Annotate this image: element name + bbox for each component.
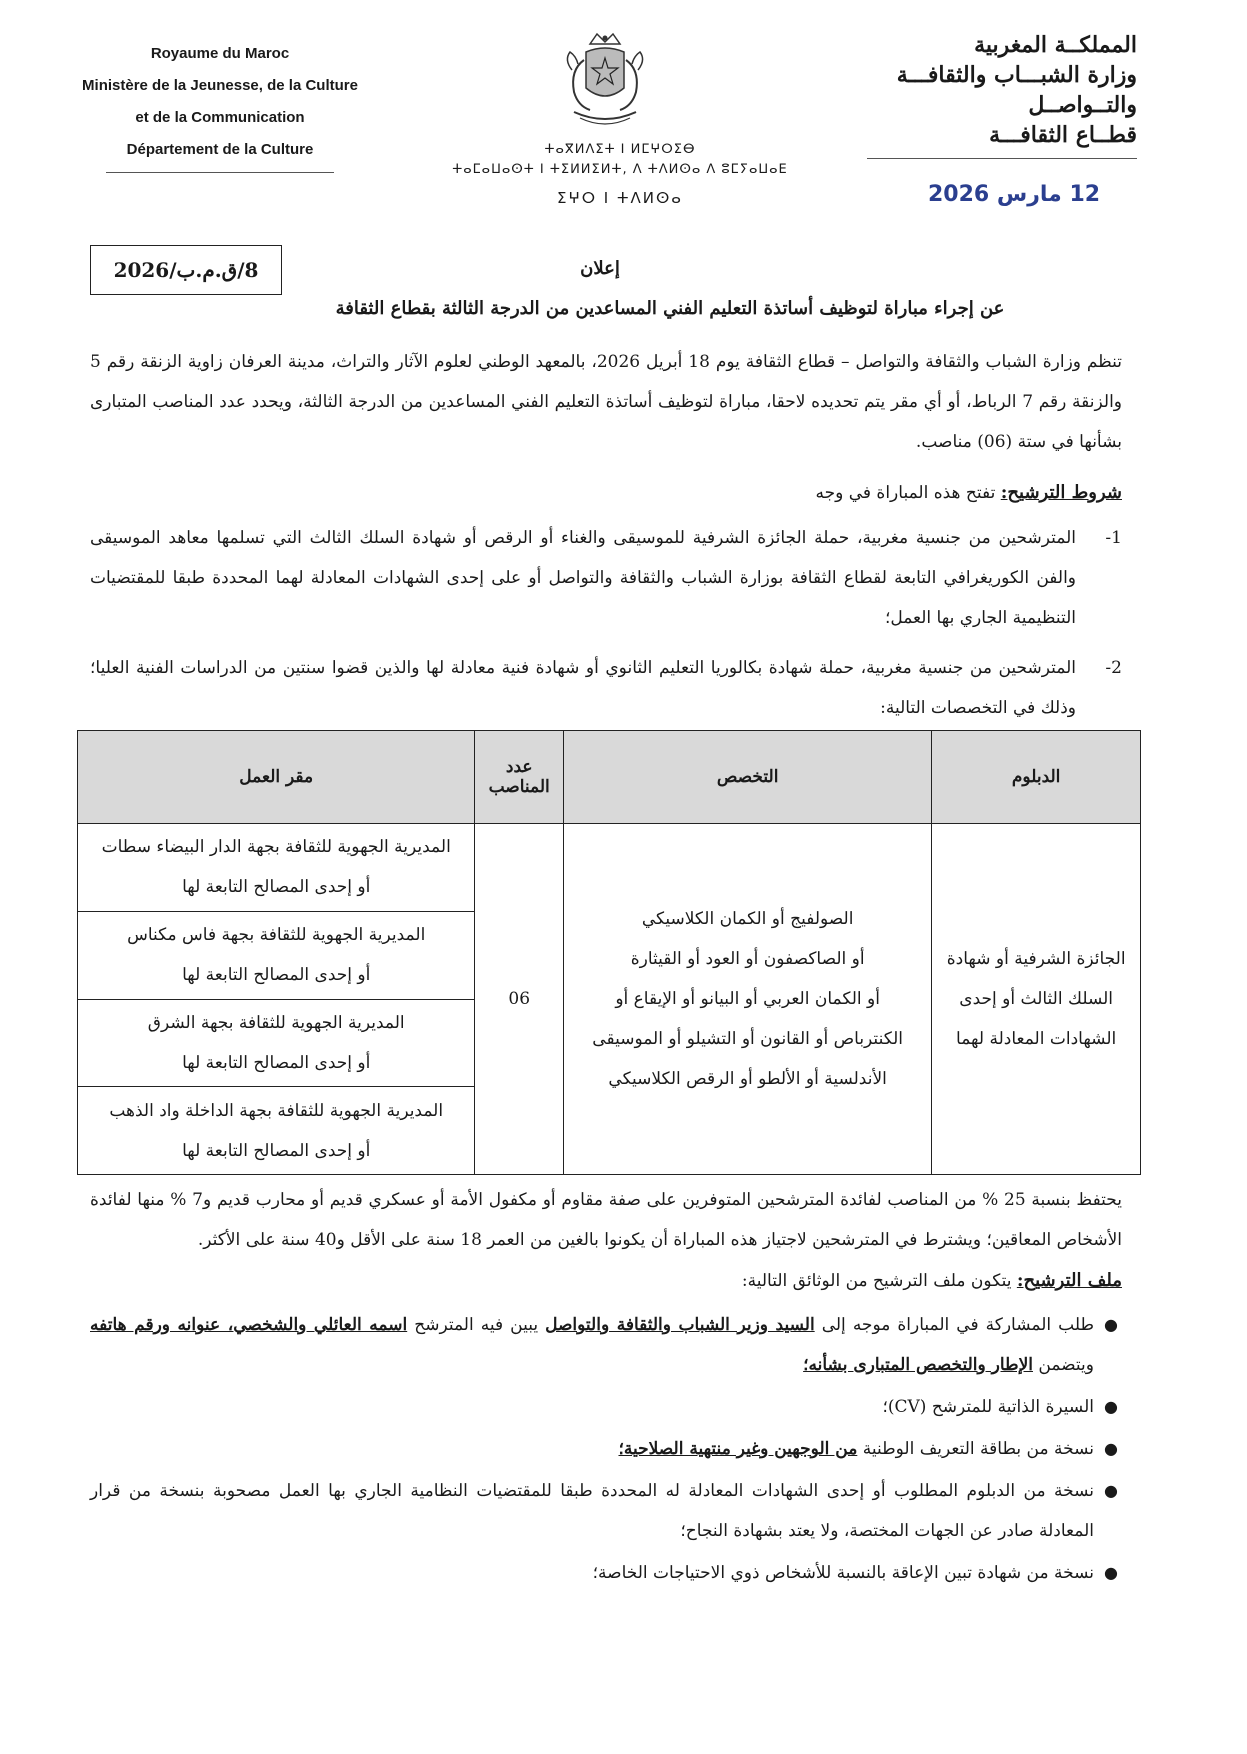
arabic-header bbox=[837, 30, 1137, 159]
doc1-minister: السيد وزير الشباب والثقافة والتواصل bbox=[545, 1315, 815, 1335]
doc1-identity: اسمه العائلي والشخصي، عنوانه ورقم هاتفه bbox=[90, 1315, 408, 1335]
seat-4-line-1: المديرية الجهوية للثقافة بجهة الداخلة واد الذهب bbox=[109, 1100, 444, 1121]
doc1-grade: الإطار والتخصص المتبارى بشأنه؛ bbox=[803, 1355, 1033, 1375]
diploma-line-3: الشهادات المعادلة لهما bbox=[956, 1029, 1117, 1049]
list-item bbox=[90, 1553, 1122, 1593]
seat-2-line-2: أو إحدى المصالح التابعة لها bbox=[182, 965, 371, 986]
doc1-text-e: ويتضمن bbox=[1033, 1355, 1094, 1375]
condition-number-2: 2- bbox=[1105, 658, 1122, 678]
conditions-heading-label: شروط الترشيح: bbox=[1000, 482, 1122, 503]
header-count bbox=[475, 731, 564, 824]
file-heading bbox=[600, 1263, 1122, 1299]
bullet-icon: ● bbox=[1104, 1439, 1118, 1458]
specialty-line-4: الكنترباص أو القانون أو التشيلو أو الموسيقى bbox=[592, 1029, 903, 1049]
conditions-heading bbox=[600, 475, 1122, 511]
diploma-cell bbox=[932, 824, 1141, 1175]
bullet-icon: ● bbox=[1104, 1315, 1118, 1334]
file-heading-label: ملف الترشيح: bbox=[1016, 1270, 1122, 1291]
ar-line-2: وزارة الشبـــاب والثقافـــة bbox=[896, 62, 1137, 88]
fr-line-2: Ministère de la Jeunesse, de la Culture bbox=[82, 77, 358, 94]
list-item bbox=[90, 1387, 1122, 1427]
header-seat: مقر العمل bbox=[78, 731, 475, 824]
seat-3-line-2: أو إحدى المصالح التابعة لها bbox=[182, 1052, 371, 1073]
diploma-line-2: السلك الثالث أو إحدى bbox=[959, 989, 1114, 1009]
seat-2-line-1: المديرية الجهوية للثقافة بجهة فاس مكناس bbox=[127, 925, 426, 946]
condition-text-1: المترشحين من جنسية مغربية، حملة الجائزة الشرفية للموسيقى والغناء أو الرقص أو شهادة السلك الثالث التي تسلمها معاهد الموسيقى والفن الكوريغرافي التابعة لقطاع الثقافة بوزارة الشباب والثقافة والتواصل أو على إحدى الشهادات المعادلة لهما المحددة طبقا للمقتضيات التنظيمية الجاري بها العمل؛ bbox=[90, 528, 1076, 628]
intro-paragraph: تنظم وزارة الشباب والثقافة والتواصل – قطاع الثقافة يوم 18 أبريل 2026، بالمعهد الوطني لعلوم الآثار والتراث، مدينة العرفان زاوية الزنقة رقم 5 والزنقة رقم 7 الرباط، أو أي مقر يتم تحديده لاحقا، مباراة لتوظيف أساتذة التعليم الفني المساعدين من الدرجة الثالثة، ويحدد عدد المناصب المتبارى بشأنها في ستة (06) مناصب. bbox=[90, 352, 1122, 452]
condition-item-2 bbox=[90, 648, 1122, 728]
list-item bbox=[90, 1305, 1122, 1385]
reference-number: 8/ق.م.ب/2026 bbox=[90, 245, 282, 295]
ar-line-4: قطــاع الثقافـــة bbox=[989, 122, 1137, 148]
header-count-line-1: عدد bbox=[505, 757, 533, 777]
bullet-icon: ● bbox=[1104, 1397, 1118, 1416]
ar-header-rule bbox=[867, 158, 1137, 159]
doc4-text: نسخة من الدبلوم المطلوب أو إحدى الشهادات المعادلة له المحددة طبقا للمقتضيات النظامية الجاري بها العمل مصحوبة بنسخة من قرار المعادلة صادر عن الجهات المختصة، ولا يعتد بشهادة النجاح؛ bbox=[90, 1481, 1094, 1541]
doc1-text-a: طلب المشاركة في المباراة موجه إلى bbox=[814, 1315, 1094, 1335]
doc3-validity: من الوجهين وغير منتهية الصلاحية؛ bbox=[618, 1439, 858, 1459]
doc3-text-a: نسخة من بطاقة التعريف الوطنية bbox=[857, 1439, 1094, 1459]
fr-header-rule bbox=[106, 172, 334, 173]
specialty-line-1: الصولفيج أو الكمان الكلاسيكي bbox=[641, 909, 854, 929]
tifinagh-line-3: ⵉⵖⵔ ⵏ ⵜⴷⵍⵙⴰ bbox=[556, 189, 684, 207]
fr-line-3: et de la Communication bbox=[135, 109, 305, 126]
specialty-line-3: أو الكمان العربي أو البيانو أو الإيقاع أو bbox=[615, 989, 880, 1009]
bullet-icon: ● bbox=[1104, 1481, 1118, 1500]
seat-3-line-1: المديرية الجهوية للثقافة بجهة الشرق bbox=[147, 1012, 405, 1033]
condition-text-2: المترشحين من جنسية مغربية، حملة شهادة بكالوريا التعليم الثانوي أو شهادة فنية معادلة لها والذين قضوا سنتين من الدراسات الفنية العليا؛ وذلك في التخصصات التالية: bbox=[90, 658, 1076, 718]
reserve-paragraph: يحتفظ بنسبة 25 % من المناصب لفائدة المترشحين المتوفرين على صفة مقاوم أو مكفول الأمة أو عسكري قديم أو محارب قديم و7 % منها لفائدة الأشخاص المعاقين؛ ويشترط في المترشحين لاجتياز هذه المباراة أن يكونوا بالغين من العمر 18 سنة على الأقل و40 سنة على الأكثر. bbox=[90, 1190, 1123, 1250]
seat-4-line-2: أو إحدى المصالح التابعة لها bbox=[182, 1140, 371, 1161]
bullet-icon: ● bbox=[1104, 1563, 1118, 1582]
doc2-text: السيرة الذاتية للمترشح (CV)؛ bbox=[882, 1397, 1094, 1417]
tifinagh-line-2: ⵜⴰⵎⴰⵡⴰⵙⵜ ⵏ ⵜⵉⵍⵍⵉⵍⵜ, ⴷ ⵜⴷⵍⵙⴰ ⴷ ⵓⵎⵢⴰⵡⴰⴹ bbox=[452, 162, 788, 177]
seat-cell-1 bbox=[78, 824, 475, 912]
specialties-table bbox=[77, 730, 1141, 1175]
french-header bbox=[70, 38, 370, 173]
ar-line-1: المملكــة المغربية bbox=[974, 32, 1137, 58]
tifinagh-header bbox=[440, 140, 800, 208]
condition-number-1: 1- bbox=[1105, 528, 1122, 548]
table-header-row bbox=[78, 731, 1141, 824]
documents-list bbox=[90, 1305, 1122, 1595]
diploma-line-1: الجائزة الشرفية أو شهادة bbox=[946, 949, 1126, 969]
condition-item-1 bbox=[90, 518, 1122, 638]
list-item bbox=[90, 1471, 1122, 1551]
specialty-cell bbox=[564, 824, 932, 1175]
table-row bbox=[78, 824, 1141, 912]
header-diploma: الدبلوم bbox=[932, 731, 1141, 824]
seat-1-line-1: المديرية الجهوية للثقافة بجهة الدار البيضاء سطات bbox=[101, 837, 451, 858]
announcement-subtitle: عن إجراء مباراة لتوظيف أساتذة التعليم الفني المساعدين من الدرجة الثالثة بقطاع الثقافة bbox=[335, 298, 1005, 319]
coat-of-arms-emblem bbox=[550, 30, 660, 135]
date-stamp: 12 مارس 2026 bbox=[928, 182, 1101, 207]
file-heading-text: يتكون ملف الترشيح من الوثائق التالية: bbox=[741, 1271, 1017, 1291]
doc5-text: نسخة من شهادة تبين الإعاقة بالنسبة للأشخاص ذوي الاحتياجات الخاصة؛ bbox=[592, 1563, 1094, 1583]
seat-1-line-2: أو إحدى المصالح التابعة لها bbox=[182, 877, 371, 898]
list-item bbox=[90, 1429, 1122, 1469]
announcement-title: إعلان bbox=[580, 258, 620, 279]
header-specialty: التخصص bbox=[564, 731, 932, 824]
doc1-text-c: يبين فيه المترشح bbox=[407, 1315, 546, 1335]
fr-line-4: Département de la Culture bbox=[126, 141, 314, 158]
specialty-line-2: أو الصاكصفون أو العود أو القيثارة bbox=[630, 949, 865, 969]
ar-line-3: والتــواصــل bbox=[1028, 92, 1137, 118]
fr-line-1: Royaume du Maroc bbox=[150, 45, 290, 62]
seat-cell-2 bbox=[78, 911, 475, 999]
specialty-line-5: الأندلسية أو الألطو أو الرقص الكلاسيكي bbox=[608, 1069, 887, 1089]
seat-cell-3 bbox=[78, 999, 475, 1087]
tifinagh-line-1: ⵜⴰⴳⵍⴷⵉⵜ ⵏ ⵍⵎⵖⵔⵉⴱ bbox=[544, 142, 696, 157]
seat-cell-4 bbox=[78, 1087, 475, 1175]
header-count-line-2: المناصب bbox=[488, 777, 550, 797]
conditions-heading-text: تفتح هذه المباراة في وجه bbox=[815, 483, 1001, 503]
count-cell: 06 bbox=[475, 824, 564, 1175]
